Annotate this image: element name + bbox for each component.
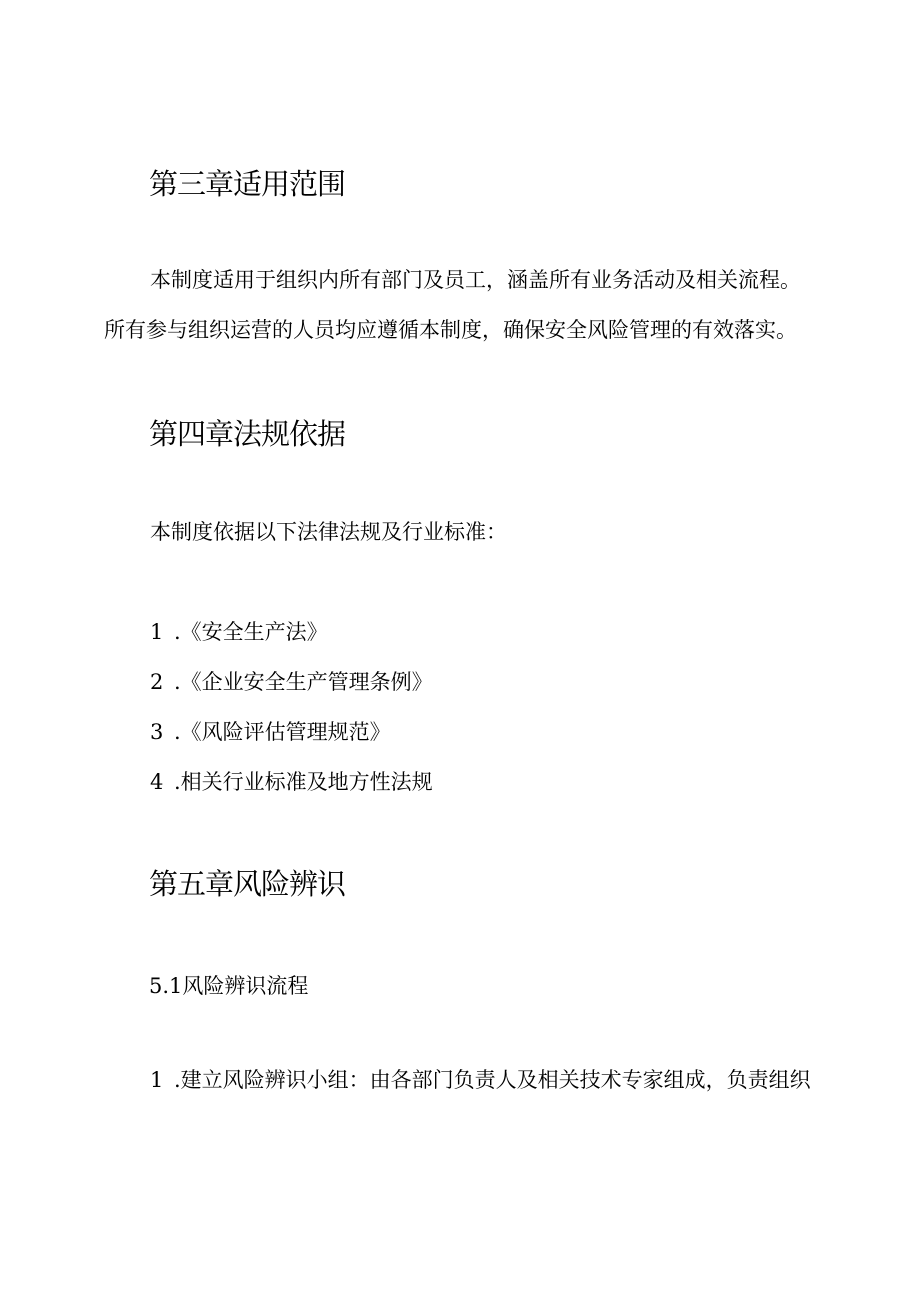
list-item-number: 4: [150, 770, 164, 794]
list-item-number: 2: [150, 670, 164, 694]
list-item-number: 3: [150, 720, 164, 744]
step-number: 1: [150, 1068, 164, 1092]
section-5-1-title: 5.1风险辨识流程: [149, 974, 309, 998]
list-item-text: .《风险评估管理规范》: [174, 720, 391, 744]
step-text: .建立风险辨识小组：由各部门负责人及相关技术专家组成，负责组织: [174, 1068, 811, 1092]
chapter-4-intro: 本制度依据以下法律法规及行业标准：: [150, 520, 507, 544]
list-item: [150, 668, 433, 696]
chapter-4-title: 第四章法规依据: [149, 417, 346, 451]
chapter-3-title: 第三章适用范围: [149, 167, 346, 201]
chapter-3-paragraph-line-1: 本制度适用于组织内所有部门及员工，涵盖所有业务活动及相关流程。: [150, 268, 801, 292]
list-item: [150, 718, 391, 746]
list-item-text: .《企业安全生产管理条例》: [174, 670, 433, 694]
chapter-3-paragraph-line-2: 所有参与组织运营的人员均应遵循本制度，确保安全风险管理的有效落实。: [104, 318, 797, 342]
list-item: [150, 768, 433, 796]
list-item: [150, 618, 328, 646]
list-item-number: 1: [150, 620, 164, 644]
list-item-text: .相关行业标准及地方性法规: [174, 770, 433, 794]
chapter-5-title: 第五章风险辨识: [149, 867, 346, 901]
step-1-paragraph: [150, 1066, 811, 1094]
list-item-text: .《安全生产法》: [174, 620, 328, 644]
